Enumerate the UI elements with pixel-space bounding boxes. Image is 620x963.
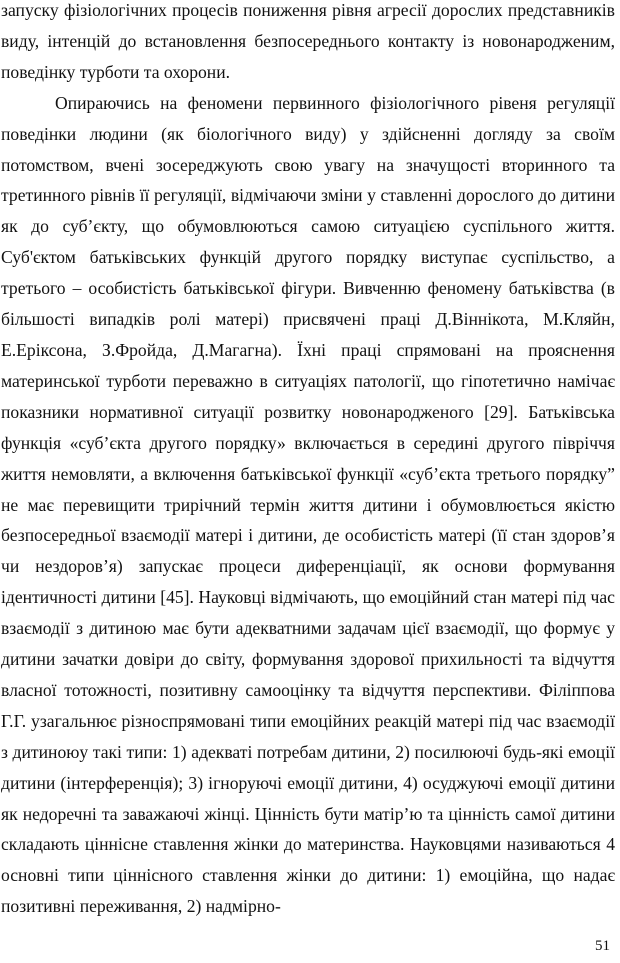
body-text: [1, 0, 615, 922]
paragraph-continuation: запуску фізіологічних процесів пониження рівня агресії дорослих представників виду, інтенцій до встановлення безпосереднього контакту із новонародженим, поведінку турботи та охорони.: [1, 0, 615, 82]
page-number: 51: [595, 938, 610, 954]
paragraph-main: Опираючись на феномени первинного фізіологічного рівеня регуляції поведінки людини (як біологічного виду) у здійсненні догляду за своїм потомством, вчені зосереджують свою увагу на значущості вторинного та третинного рівнів її регуляції, відмічаючи зміни у ставленні дорослого до дитини як до суб’єкту, що обумовлюються самою ситуацією суспільного життя. Суб'єктом батьківських функцій другого порядку виступає суспільство, а третього – особистість батьківської фігури. Вивченню феномену батьківства (в більшості випадків ролі матері) присвячені праці Д.Віннікота, М.Кляйн, Е.Еріксона, З.Фройда, Д.Магагна). Їхні праці спрямовані на прояснення материнської турботи переважно в ситуаціях патології, що гіпотетично намічає показники нормативної ситуації розвитку новонародженого [29]. Батьківська функція «суб’єкта другого порядку» включається в середині другого півріччя життя немовляти, а включення батьківської функції «суб’єкта третього порядку” не має перевищити трирічний термін життя дитини і обумовлюється якістю безпосередньої взаємодії матері і дитини, де особистість матері (її стан здоров’я чи нездоров’я) запускає процеси диференціації, як основи формування ідентичності дитини [45]. Науковці відмічають, що емоційний стан матері під час взаємодії з дитиною має бути адекватними задачам цієї взаємодії, що формує у дитини зачатки довіри до світу, формування здорової прихильності та відчуття власної тотожності, позитивну самооцінку та відчуття перспективи. Філіппова Г.Г. узагальнює різноспрямовані типи емоційних реакцій матері під час взаємодії з дитиноюу такі типи: 1) адекваті потребам дитини, 2) посилюючі будь-які емоції дитини (інтерференція); 3) ігноруючі емоції дитини, 4) осуджуючі емоції дитини як недоречні та заважаючі жінці. Цінність бути матір’ю та цінність самої дитини складають ціннісне ставлення жінки до материнства. Науковцями називаються 4 основні типи ціннісного ставлення жінки до дитини: 1) емоційна, що надає позитивні переживання, 2) надмірно-: [1, 92, 615, 917]
